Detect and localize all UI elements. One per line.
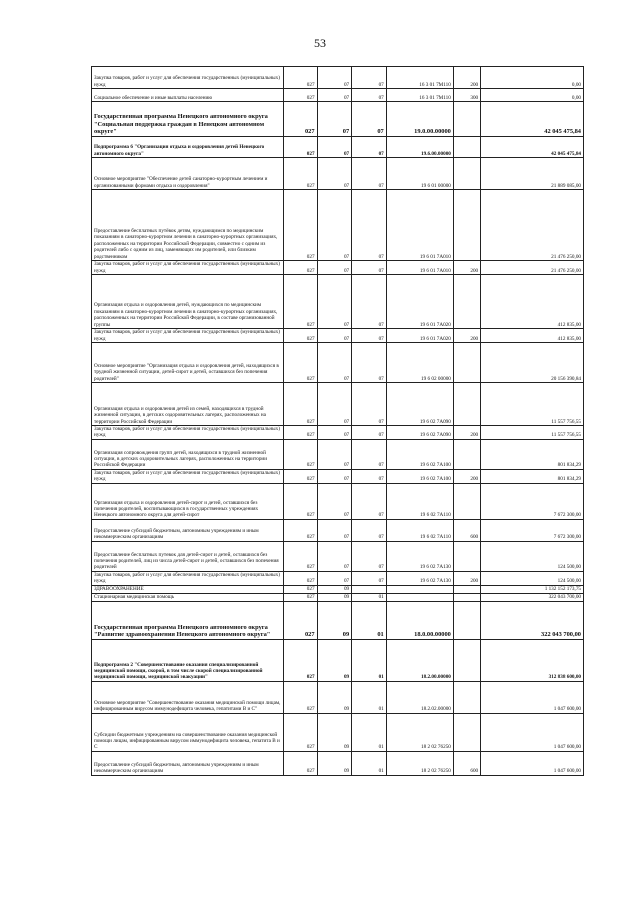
table-row xyxy=(92,329,584,343)
row-section-cell: 07 xyxy=(317,102,352,137)
row-code-cell: 027 xyxy=(283,102,317,137)
row-expense-type-cell xyxy=(453,158,480,190)
row-code-cell: 027 xyxy=(283,571,317,585)
row-amount-cell: 312 838 600,00 xyxy=(481,639,584,681)
row-article-cell: 19 6 01 00000 xyxy=(386,158,453,190)
table-row xyxy=(92,89,584,102)
table-row xyxy=(92,158,584,190)
row-subsection-cell: 07 xyxy=(352,383,387,426)
table-row xyxy=(92,190,584,261)
row-name-cell: Предоставление бесплатных путёвок детям, нуждающимся по медицинским показаниям в санаторно-курортном лечении в санаторно-курортных организациях, расположенных на территории Российской Федерации, совместно с одним из родителей либо с одним из лиц, заменяющих им родителей, или близким родственником xyxy=(92,190,284,261)
row-section-cell: 09 xyxy=(317,681,352,713)
row-code-cell: 027 xyxy=(283,137,317,158)
row-amount-cell: 21 476 250,00 xyxy=(481,261,584,275)
row-article-cell: 18.2.02.00000 xyxy=(386,681,453,713)
row-expense-type-cell xyxy=(453,681,480,713)
row-section-cell: 07 xyxy=(317,383,352,426)
row-subsection-cell: 07 xyxy=(352,483,387,519)
row-name-cell: Закупка товаров, работ и услуг для обеспечения государственных (муниципальных) нужд xyxy=(92,329,284,343)
row-amount-cell: 124 500,00 xyxy=(481,541,584,571)
row-name-cell: Стационарная медицинская помощь xyxy=(92,593,284,601)
row-amount-cell: 1 047 600,00 xyxy=(481,713,584,751)
table-row xyxy=(92,585,584,593)
row-amount-cell: 322 043 700,00 xyxy=(481,593,584,601)
row-article-cell: 16 3 01 7М110 xyxy=(386,67,453,89)
row-subsection-cell xyxy=(352,585,387,593)
row-subsection-cell: 07 xyxy=(352,426,387,440)
row-subsection-cell: 01 xyxy=(352,713,387,751)
row-article-cell: 19 6 02 7А090 xyxy=(386,426,453,440)
row-expense-type-cell: 600 xyxy=(453,751,480,775)
row-name-cell: Основное мероприятие "Обеспечение детей санаторно-курортным лечением и организованными формами отдыха и оздоровления" xyxy=(92,158,284,190)
row-expense-type-cell: 600 xyxy=(453,519,480,541)
row-code-cell: 027 xyxy=(283,639,317,681)
row-subsection-cell: 01 xyxy=(352,639,387,681)
table-row xyxy=(92,261,584,275)
row-section-cell: 09 xyxy=(317,593,352,601)
row-subsection-cell: 07 xyxy=(352,343,387,383)
row-section-cell: 07 xyxy=(317,541,352,571)
row-article-cell: 19 6 01 7А020 xyxy=(386,329,453,343)
row-article-cell: 18 2 02 76250 xyxy=(386,713,453,751)
row-amount-cell: 1 047 600,00 xyxy=(481,681,584,713)
row-name-cell: Социальное обеспечение и иные выплаты населению xyxy=(92,89,284,102)
row-subsection-cell: 07 xyxy=(352,137,387,158)
row-expense-type-cell: 200 xyxy=(453,469,480,483)
row-section-cell: 09 xyxy=(317,585,352,593)
row-article-cell: 19 6 02 00000 xyxy=(386,343,453,383)
row-amount-cell: 42 045 475,84 xyxy=(481,137,584,158)
row-name-cell: Основное мероприятие "Организация отдыха и оздоровления детей, находящихся в трудной жизненной ситуации, детей-сирот и детей, оставшихся без попечения родителей" xyxy=(92,343,284,383)
row-name-cell: Подпрограмма 2 "Совершенствование оказания специализированной медицинской помощи, скорой, в том числе скорой специализированной медицинской помощи, медицинской эвакуации" xyxy=(92,639,284,681)
row-article-cell: 18 2 02 76250 xyxy=(386,751,453,775)
row-subsection-cell: 01 xyxy=(352,593,387,601)
table-row xyxy=(92,275,584,329)
row-section-cell: 07 xyxy=(317,89,352,102)
row-amount-cell: 124 500,00 xyxy=(481,571,584,585)
row-amount-cell: 11 557 756,55 xyxy=(481,383,584,426)
row-amount-cell: 801 834,29 xyxy=(481,439,584,469)
row-name-cell: Государственная программа Ненецкого автономного округа "Развитие здравоохранения Ненецкого автономного округа" xyxy=(92,601,284,639)
row-expense-type-cell xyxy=(453,102,480,137)
row-code-cell: 027 xyxy=(283,681,317,713)
row-subsection-cell: 07 xyxy=(352,275,387,329)
table-row xyxy=(92,713,584,751)
row-name-cell: Предоставление бесплатных путевок для детей-сирот и детей, оставшихся без попечения родителей, лиц из числа детей-сирот и детей, оставшихся без попечения родителей xyxy=(92,541,284,571)
table-row xyxy=(92,439,584,469)
row-section-cell: 07 xyxy=(317,137,352,158)
row-section-cell: 07 xyxy=(317,519,352,541)
row-amount-cell: 1 047 600,00 xyxy=(481,751,584,775)
row-name-cell: Организация отдыха и оздоровления детей из семей, находящихся в трудной жизненной ситуации, в детских оздоровительных лагерях, расположенных на территории Российской Федерации xyxy=(92,383,284,426)
row-name-cell: Подпрограмма 6 "Организация отдыха и оздоровления детей Ненецкого автономного округа" xyxy=(92,137,284,158)
row-amount-cell: 11 557 756,55 xyxy=(481,426,584,440)
row-code-cell: 027 xyxy=(283,601,317,639)
row-section-cell: 07 xyxy=(317,343,352,383)
table-row xyxy=(92,681,584,713)
row-name-cell: Организация отдыха и оздоровления детей, нуждающихся по медицинским показаниям в санаторно-курортном лечении в санаторно-курортных организациях, расположенных на территории Российской Федерации, в составе организованной группы xyxy=(92,275,284,329)
row-name-cell: Закупка товаров, работ и услуг для обеспечения государственных (муниципальных) нужд xyxy=(92,469,284,483)
row-article-cell: 19 6 02 7А100 xyxy=(386,469,453,483)
row-subsection-cell: 07 xyxy=(352,102,387,137)
row-section-cell: 07 xyxy=(317,469,352,483)
row-amount-cell: 0,00 xyxy=(481,89,584,102)
table-row xyxy=(92,751,584,775)
row-amount-cell: 412 835,00 xyxy=(481,329,584,343)
row-section-cell: 07 xyxy=(317,261,352,275)
row-expense-type-cell xyxy=(453,593,480,601)
row-article-cell: 19 6 02 7А130 xyxy=(386,541,453,571)
row-section-cell: 07 xyxy=(317,329,352,343)
row-section-cell: 07 xyxy=(317,158,352,190)
row-article-cell: 19 6 01 7А020 xyxy=(386,275,453,329)
row-section-cell: 07 xyxy=(317,439,352,469)
row-subsection-cell: 07 xyxy=(352,190,387,261)
row-code-cell: 027 xyxy=(283,275,317,329)
row-name-cell: Предоставление субсидий бюджетным, автономным учреждениям и иным некоммерческим организациям xyxy=(92,519,284,541)
row-section-cell: 09 xyxy=(317,601,352,639)
table-row xyxy=(92,601,584,639)
budget-table xyxy=(91,66,584,776)
row-expense-type-cell xyxy=(453,137,480,158)
row-article-cell: 18.0.00.00000 xyxy=(386,601,453,639)
row-code-cell: 027 xyxy=(283,519,317,541)
table-row xyxy=(92,383,584,426)
row-section-cell: 09 xyxy=(317,639,352,681)
row-subsection-cell: 07 xyxy=(352,519,387,541)
row-expense-type-cell xyxy=(453,585,480,593)
row-code-cell: 027 xyxy=(283,89,317,102)
row-subsection-cell: 07 xyxy=(352,67,387,89)
row-article-cell xyxy=(386,585,453,593)
row-section-cell: 07 xyxy=(317,275,352,329)
row-expense-type-cell: 200 xyxy=(453,67,480,89)
budget-table-body xyxy=(92,67,584,776)
row-article-cell: 19 6 02 7А110 xyxy=(386,519,453,541)
row-article-cell: 19 6 02 7А130 xyxy=(386,571,453,585)
row-section-cell: 07 xyxy=(317,483,352,519)
row-name-cell: Основное мероприятие "Совершенствование оказания медицинской помощи лицам, инфицированным вирусом иммунодефицита человека, гепатитами B и C" xyxy=(92,681,284,713)
table-row xyxy=(92,541,584,571)
row-subsection-cell: 07 xyxy=(352,329,387,343)
row-amount-cell: 322 043 700,00 xyxy=(481,601,584,639)
row-article-cell: 19.6.00.00000 xyxy=(386,137,453,158)
row-amount-cell: 21 889 085,00 xyxy=(481,158,584,190)
row-name-cell: Закупка товаров, работ и услуг для обеспечения государственных (муниципальных) нужд xyxy=(92,426,284,440)
row-article-cell: 19 6 01 7А010 xyxy=(386,190,453,261)
table-row xyxy=(92,483,584,519)
row-expense-type-cell xyxy=(453,483,480,519)
row-section-cell: 07 xyxy=(317,426,352,440)
row-code-cell: 027 xyxy=(283,439,317,469)
row-name-cell: Закупка товаров, работ и услуг для обеспечения государственных (муниципальных) нужд xyxy=(92,67,284,89)
row-subsection-cell: 01 xyxy=(352,681,387,713)
row-code-cell: 027 xyxy=(283,426,317,440)
row-code-cell: 027 xyxy=(283,67,317,89)
row-name-cell: Предоставление субсидий бюджетным, автономным учреждениям и иным некоммерческим организациям xyxy=(92,751,284,775)
row-expense-type-cell: 200 xyxy=(453,571,480,585)
row-code-cell: 027 xyxy=(283,329,317,343)
row-expense-type-cell xyxy=(453,275,480,329)
row-subsection-cell: 07 xyxy=(352,439,387,469)
row-expense-type-cell xyxy=(453,190,480,261)
row-amount-cell: 801 834,29 xyxy=(481,469,584,483)
row-article-cell: 19 6 02 7А090 xyxy=(386,383,453,426)
row-expense-type-cell: 200 xyxy=(453,329,480,343)
row-article-cell: 16 3 01 7М110 xyxy=(386,89,453,102)
row-amount-cell: 42 045 475,84 xyxy=(481,102,584,137)
row-code-cell: 027 xyxy=(283,261,317,275)
table-row xyxy=(92,519,584,541)
row-amount-cell: 1 132 152 173,75 xyxy=(481,585,584,593)
row-amount-cell: 7 672 300,00 xyxy=(481,483,584,519)
row-name-cell: Организация отдыха и оздоровления детей-сирот и детей, оставшихся без попечения родителей, воспитывающихся в государственных учреждениях Ненецкого автономного округа для детей-сирот xyxy=(92,483,284,519)
row-name-cell: Субсидии бюджетным учреждениям на совершенствование оказания медицинской помощи лицам, инфицированным вирусом иммунодефицита человека, гепатита B и C xyxy=(92,713,284,751)
table-row xyxy=(92,593,584,601)
row-amount-cell: 21 476 250,00 xyxy=(481,190,584,261)
row-subsection-cell: 07 xyxy=(352,571,387,585)
row-article-cell: 19.0.00.00000 xyxy=(386,102,453,137)
row-code-cell: 027 xyxy=(283,343,317,383)
row-section-cell: 07 xyxy=(317,190,352,261)
row-subsection-cell: 01 xyxy=(352,601,387,639)
row-expense-type-cell xyxy=(453,383,480,426)
row-amount-cell: 7 672 300,00 xyxy=(481,519,584,541)
row-name-cell: ЗДРАВООХРАНЕНИЕ xyxy=(92,585,284,593)
row-code-cell: 027 xyxy=(283,190,317,261)
row-name-cell: Закупка товаров, работ и услуг для обеспечения государственных (муниципальных) нужд xyxy=(92,261,284,275)
row-code-cell: 027 xyxy=(283,593,317,601)
row-section-cell: 09 xyxy=(317,751,352,775)
row-expense-type-cell xyxy=(453,439,480,469)
row-section-cell: 07 xyxy=(317,67,352,89)
row-expense-type-cell xyxy=(453,601,480,639)
row-code-cell: 027 xyxy=(283,469,317,483)
row-code-cell: 027 xyxy=(283,713,317,751)
row-subsection-cell: 07 xyxy=(352,541,387,571)
row-subsection-cell: 01 xyxy=(352,751,387,775)
table-row xyxy=(92,426,584,440)
row-article-cell: 19 6 02 7А100 xyxy=(386,439,453,469)
row-subsection-cell: 07 xyxy=(352,469,387,483)
row-amount-cell: 0,00 xyxy=(481,67,584,89)
row-code-cell: 027 xyxy=(283,751,317,775)
row-expense-type-cell: 200 xyxy=(453,426,480,440)
row-article-cell: 19 6 02 7А110 xyxy=(386,483,453,519)
row-expense-type-cell xyxy=(453,713,480,751)
row-expense-type-cell: 200 xyxy=(453,261,480,275)
row-article-cell xyxy=(386,593,453,601)
table-row xyxy=(92,67,584,89)
table-row xyxy=(92,469,584,483)
row-section-cell: 09 xyxy=(317,713,352,751)
row-code-cell: 027 xyxy=(283,383,317,426)
row-name-cell: Государственная программа Ненецкого автономного округа "Социальная поддержка граждан в Ненецком автономном округе" xyxy=(92,102,284,137)
row-amount-cell: 20 156 390,84 xyxy=(481,343,584,383)
row-name-cell: Закупка товаров, работ и услуг для обеспечения государственных (муниципальных) нужд xyxy=(92,571,284,585)
row-article-cell: 18.2.00.00000 xyxy=(386,639,453,681)
row-amount-cell: 412 835,00 xyxy=(481,275,584,329)
row-expense-type-cell xyxy=(453,639,480,681)
table-row xyxy=(92,137,584,158)
row-code-cell: 027 xyxy=(283,158,317,190)
table-row xyxy=(92,343,584,383)
row-code-cell: 027 xyxy=(283,541,317,571)
row-section-cell: 07 xyxy=(317,571,352,585)
row-subsection-cell: 07 xyxy=(352,261,387,275)
row-article-cell: 19 6 01 7А010 xyxy=(386,261,453,275)
table-row xyxy=(92,102,584,137)
page-number: 53 xyxy=(314,36,326,50)
row-subsection-cell: 07 xyxy=(352,89,387,102)
row-name-cell: Организация сопровождения групп детей, находящихся в трудной жизненной ситуации, в детских оздоровительных лагерях, расположенных на территории Российской Федерации xyxy=(92,439,284,469)
row-expense-type-cell xyxy=(453,343,480,383)
row-subsection-cell: 07 xyxy=(352,158,387,190)
row-code-cell: 027 xyxy=(283,483,317,519)
table-row xyxy=(92,571,584,585)
table-row xyxy=(92,639,584,681)
row-expense-type-cell: 300 xyxy=(453,89,480,102)
row-code-cell: 027 xyxy=(283,585,317,593)
row-expense-type-cell xyxy=(453,541,480,571)
